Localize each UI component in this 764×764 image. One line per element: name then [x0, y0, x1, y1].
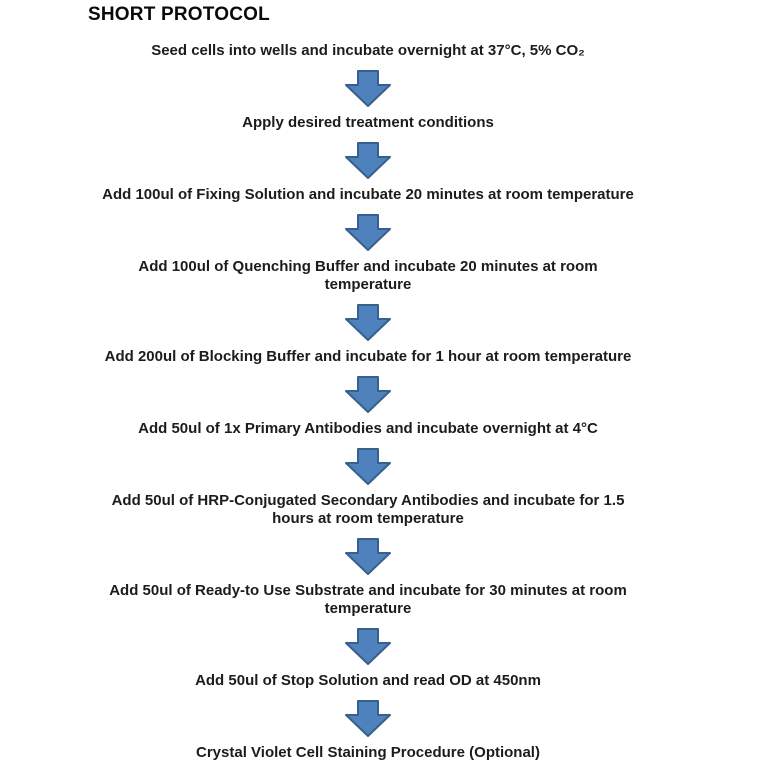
- protocol-step-text: temperature: [324, 600, 412, 617]
- protocol-step-text: Add 100ul of Quenching Buffer and incubate 20 minutes at room: [138, 258, 598, 275]
- down-arrow-icon: [345, 538, 391, 574]
- down-arrow-icon: [345, 214, 391, 250]
- protocol-step-text: Add 200ul of Blocking Buffer and incubate for 1 hour at room temperature: [104, 348, 632, 365]
- protocol-step-4: [138, 258, 597, 294]
- protocol-step-text: Add 100ul of Fixing Solution and incubate 20 minutes at room temperature: [102, 186, 634, 203]
- protocol-step-text: temperature: [324, 276, 412, 293]
- protocol-step-text: Add 50ul of Stop Solution and read OD at 450nm: [195, 672, 541, 689]
- protocol-step-1: [151, 42, 585, 60]
- protocol-step-8: [109, 582, 627, 618]
- protocol-step-3: [102, 186, 634, 204]
- protocol-step-text: Crystal Violet Cell Staining Procedure (Optional): [196, 744, 540, 761]
- protocol-step-text: Add 50ul of Ready-to Use Substrate and incubate for 30 minutes at room: [109, 582, 627, 599]
- down-arrow-icon: [345, 448, 391, 484]
- protocol-step-text: Seed cells into wells and incubate overnight at 37°C, 5% CO₂: [151, 42, 585, 59]
- protocol-step-6: [138, 420, 598, 438]
- page-title: SHORT PROTOCOL: [88, 4, 270, 25]
- protocol-flow: [0, 42, 736, 762]
- protocol-step-text: Add 50ul of HRP-Conjugated Secondary Antibodies and incubate for 1.5: [111, 492, 625, 509]
- down-arrow-icon: [345, 628, 391, 664]
- down-arrow-icon: [345, 700, 391, 736]
- protocol-step-5: [105, 348, 632, 366]
- down-arrow-icon: [345, 304, 391, 340]
- protocol-step-text: Apply desired treatment conditions: [242, 114, 494, 131]
- down-arrow-icon: [345, 376, 391, 412]
- protocol-step-10: [196, 744, 540, 762]
- down-arrow-icon: [345, 70, 391, 106]
- protocol-step-text: hours at room temperature: [272, 510, 464, 527]
- protocol-step-7: [112, 492, 625, 528]
- protocol-step-text: Add 50ul of 1x Primary Antibodies and incubate overnight at 4°C: [138, 420, 598, 437]
- short-protocol-flowchart: [0, 4, 764, 764]
- protocol-step-9: [195, 672, 541, 690]
- protocol-step-2: [242, 114, 494, 132]
- down-arrow-icon: [345, 142, 391, 178]
